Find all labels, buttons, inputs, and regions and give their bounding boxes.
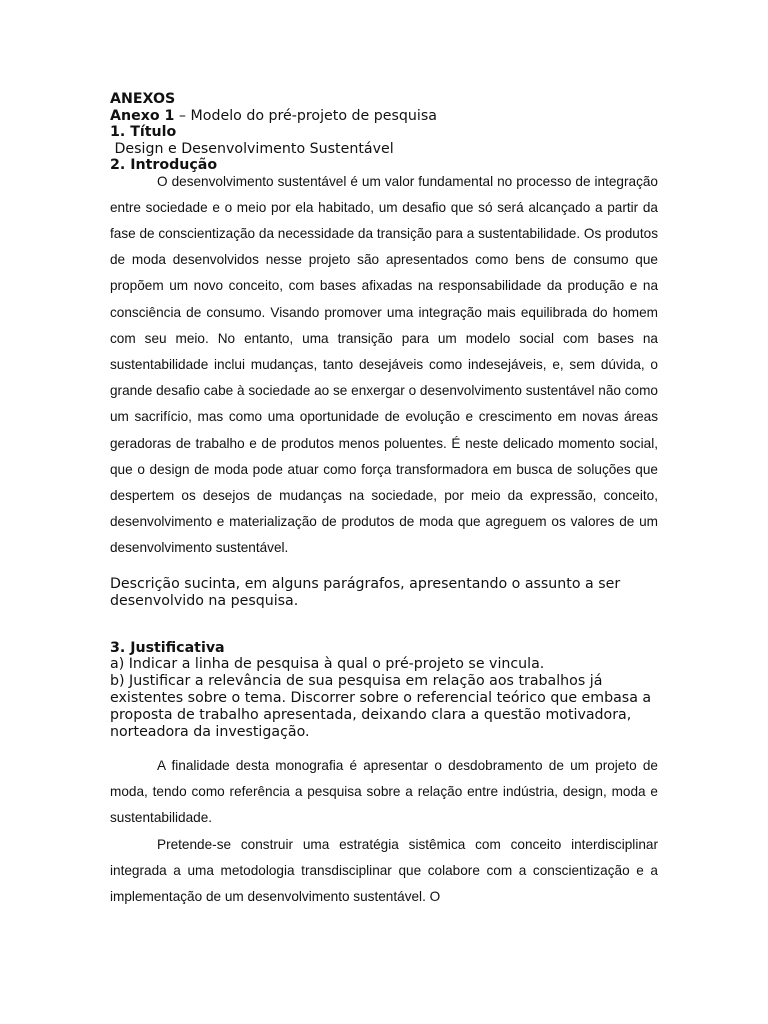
section-2-title: 2. Introdução [110, 157, 218, 173]
justification-item-b: b) Justificar a relevância de sua pesquisa em relação aos trabalhos já existentes sobre o tema. Discorrer sobre o referencial teórico que embasa a proposta de trabalho apresentada, deixando clara a questão motivadora, norteadora da investigação. [110, 673, 652, 741]
section-1-title: 1. Título [110, 124, 177, 140]
section-3-title: 3. Justificativa [110, 639, 225, 656]
justification-paragraph-1: A finalidade desta monografia é apresentar o desdobramento de um projeto de moda, tendo como referência a pesquisa sobre a relação entre indústria, design, moda e sustentabilidade. [110, 758, 658, 826]
intro-paragraph: O desenvolvimento sustentável é um valor fundamental no processo de integração entre sociedade e o meio por ela habitado, um desafio que só será alcançado a partir da fase de conscientização da necessidade da transição para a sustentabilidade. Os produtos de moda desenvolvidos nesse projeto são apresentados como bens de consumo que propõem um novo conceito, com bases afixadas na responsabilidade da produção e na consciência de consumo. Visando promover uma integração mais equilibrada do homem com seu meio. No entanto, uma transição para um modelo social com bases na sustentabilidade inclui mudanças, tanto desejáveis como indesejáveis, e, sem dúvida, o grande desafio cabe à sociedade ao se enxergar o desenvolvimento sustentável não como um sacrifício, mas como uma oportunidade de evolução e crescimento em novas áreas geradoras de trabalho e de produtos menos poluentes. É neste delicado momento social, que o design de moda pode atuar como força transformadora em busca de soluções que despertem os desejos de mudanças na sociedade, por meio da expressão, conceito, desenvolvimento e materialização de produtos de moda que agreguem os valores de um desenvolvimento sustentável. [110, 173, 658, 556]
intro-instruction: Descrição sucinta, em alguns parágrafos, apresentando o assunto a ser desenvolvido na pesquisa. [110, 575, 621, 609]
annex-1-label: Anexo 1 [110, 107, 175, 124]
annexes-heading: ANEXOS [110, 91, 176, 107]
justification-item-a: a) Indicar a linha de pesquisa à qual o pré-projeto se vincula. [110, 656, 545, 673]
annex-1-line [110, 108, 658, 125]
annex-1-title: – Modelo do pré-projeto de pesquisa [174, 107, 437, 124]
document-page [110, 91, 658, 910]
justification-paragraph-2: Pretende-se construir uma estratégia sistêmica com conceito interdisciplinar integrada a uma metodologia transdisciplinar que colabore com a conscientização e a implementação de um desenvolvimento sustentável. O [110, 836, 658, 905]
section-1-content: Design e Desenvolvimento Sustentável [110, 140, 394, 157]
